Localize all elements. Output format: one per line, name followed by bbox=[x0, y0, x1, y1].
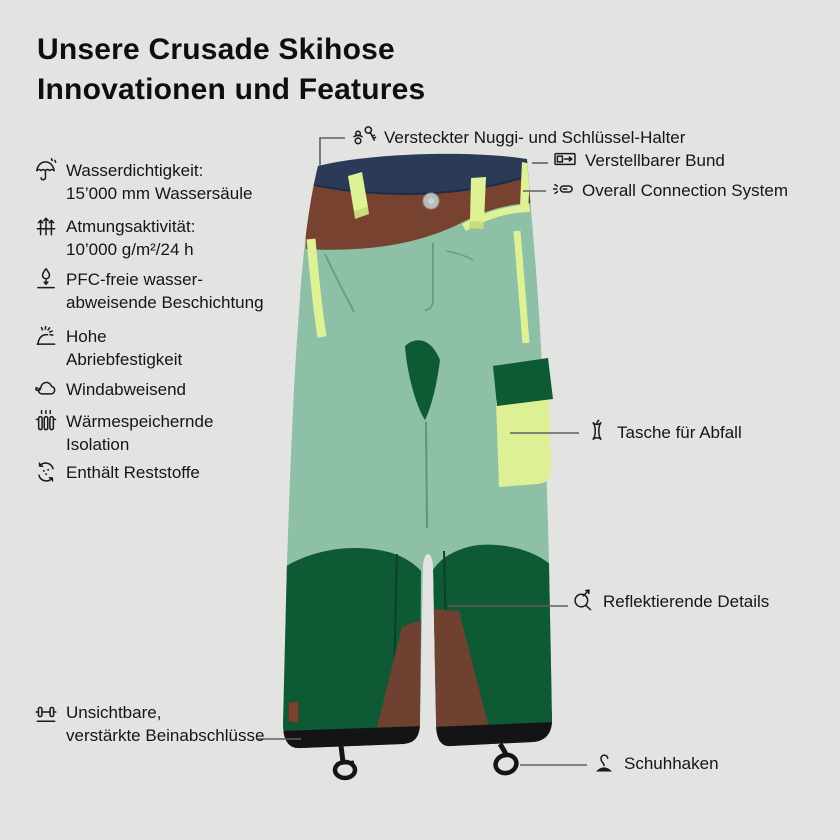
breathability-arrows-icon bbox=[33, 213, 59, 239]
umbrella-icon bbox=[33, 157, 59, 183]
recycle-icon bbox=[33, 459, 59, 485]
belt-loop-right bbox=[470, 177, 486, 222]
feature-label: Hohe bbox=[66, 327, 107, 346]
feature-value: 10’000 g/m²/24 h bbox=[66, 240, 194, 259]
page-title bbox=[37, 30, 425, 110]
cargo-pocket-body bbox=[496, 395, 551, 487]
callout-schuhhaken bbox=[591, 751, 719, 775]
callout-reflective bbox=[570, 589, 769, 613]
feature-pfc-free bbox=[33, 268, 264, 314]
feature-label: Atmungsaktivität: bbox=[66, 217, 196, 236]
radiator-icon bbox=[33, 408, 59, 434]
reflective-magnifier-icon bbox=[570, 587, 596, 613]
shoe-hook-right bbox=[494, 744, 519, 775]
cargo-pocket-flap bbox=[493, 358, 553, 406]
feature-breathability bbox=[33, 215, 195, 261]
callout-label: Schuhhaken bbox=[624, 753, 719, 773]
callout-label: Versteckter Nuggi- und Schlüssel-Halter bbox=[384, 127, 686, 147]
title-line-1: Unsere Crusade Skihose bbox=[37, 33, 395, 66]
feature-windproof bbox=[33, 378, 186, 402]
feature-value: Abriebfestigkeit bbox=[66, 350, 183, 369]
callout-abfall bbox=[584, 420, 742, 444]
callout-cuffs bbox=[33, 701, 264, 747]
callout-label: Reflektierende Details bbox=[603, 591, 770, 611]
connection-buckle-icon bbox=[549, 176, 575, 202]
pacifier-key-icon bbox=[351, 123, 377, 149]
callout-ocs bbox=[549, 178, 788, 202]
feature-label: Windabweisend bbox=[66, 380, 187, 399]
shoe-hook-icon bbox=[591, 749, 617, 775]
feature-abrasion bbox=[33, 325, 182, 371]
feature-value: Isolation bbox=[66, 435, 130, 454]
callout-label: Unsichtbare, bbox=[66, 703, 162, 722]
feature-label: Wärmespeichernde bbox=[66, 412, 214, 431]
hem-right bbox=[432, 722, 556, 764]
callout-label: Verstellbarer Bund bbox=[585, 150, 725, 170]
adjustable-waistband-icon bbox=[552, 146, 578, 172]
feature-recycled bbox=[33, 461, 200, 485]
apple-core-icon bbox=[584, 418, 610, 444]
shoe-hook-left bbox=[335, 746, 355, 778]
side-tab bbox=[289, 702, 299, 722]
dumbbell-icon bbox=[33, 699, 59, 725]
wind-cloud-icon bbox=[33, 376, 59, 402]
feature-value: abweisende Beschichtung bbox=[66, 293, 264, 312]
droplet-icon bbox=[33, 266, 59, 292]
feature-label: Enthält Reststoffe bbox=[66, 463, 200, 482]
feature-label: Wasserdichtigkeit: bbox=[66, 161, 204, 180]
callout-label: Tasche für Abfall bbox=[617, 422, 742, 442]
callout-nuggi bbox=[351, 125, 685, 149]
feature-label: PFC-freie wasser- bbox=[66, 270, 203, 289]
callout-bund bbox=[552, 148, 725, 172]
feature-insulation bbox=[33, 410, 213, 456]
abrasion-icon bbox=[33, 323, 59, 349]
feature-waterproofness bbox=[33, 159, 252, 205]
feature-value: 15’000 mm Wassersäule bbox=[66, 184, 253, 203]
title-line-2: Innovationen und Features bbox=[37, 73, 426, 106]
pants bbox=[279, 140, 556, 778]
callout-label: verstärkte Beinabschlüsse bbox=[66, 726, 265, 745]
callout-label: Overall Connection System bbox=[582, 180, 788, 200]
